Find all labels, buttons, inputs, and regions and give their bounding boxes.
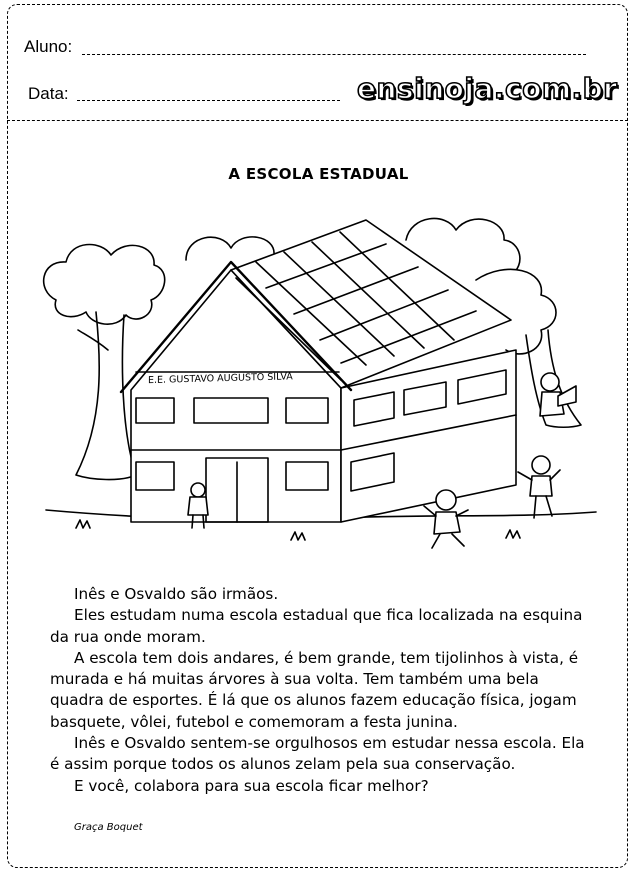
paragraph-2: Eles estudam numa escola estadual que fica localizada na esquina da rua onde moram. [50, 606, 583, 646]
paragraph-5: E você, colabora para sua escola ficar melhor? [74, 776, 429, 795]
header-divider [7, 120, 628, 121]
running-boy [518, 456, 560, 518]
story-text [50, 584, 590, 797]
page-title: A ESCOLA ESTADUAL [228, 165, 409, 183]
date-label: Data: [28, 84, 69, 103]
student-label: Aluno: [24, 37, 73, 56]
author-credit: Graça Boquet [74, 822, 143, 833]
paragraph-1: Inês e Osvaldo são irmãos. [74, 585, 279, 603]
school-sign: E.E. GUSTAVO AUGUSTO SILVA [148, 371, 293, 387]
paragraph-4: Inês e Osvaldo sentem-se orgulhosos em estudar nessa escola. Ela é assim porque todos os alunos zelam pela sua conservação. [50, 734, 585, 774]
paragraph-3: A escola tem dois andares, é bem grande, tem tijolinhos à vista, é murada e há muitas árvores à sua volta. Tem também uma bela quadra de esportes. É lá que os alunos fazem educação física, jogam basquete, vôlei, futebol e comemoram a festa junina. [50, 648, 579, 731]
date-line[interactable] [77, 100, 340, 101]
school-illustration [36, 200, 601, 565]
school-building [121, 220, 516, 522]
brand-logo: ensinoja.com.br [357, 72, 618, 105]
student-name-line[interactable] [82, 54, 586, 55]
